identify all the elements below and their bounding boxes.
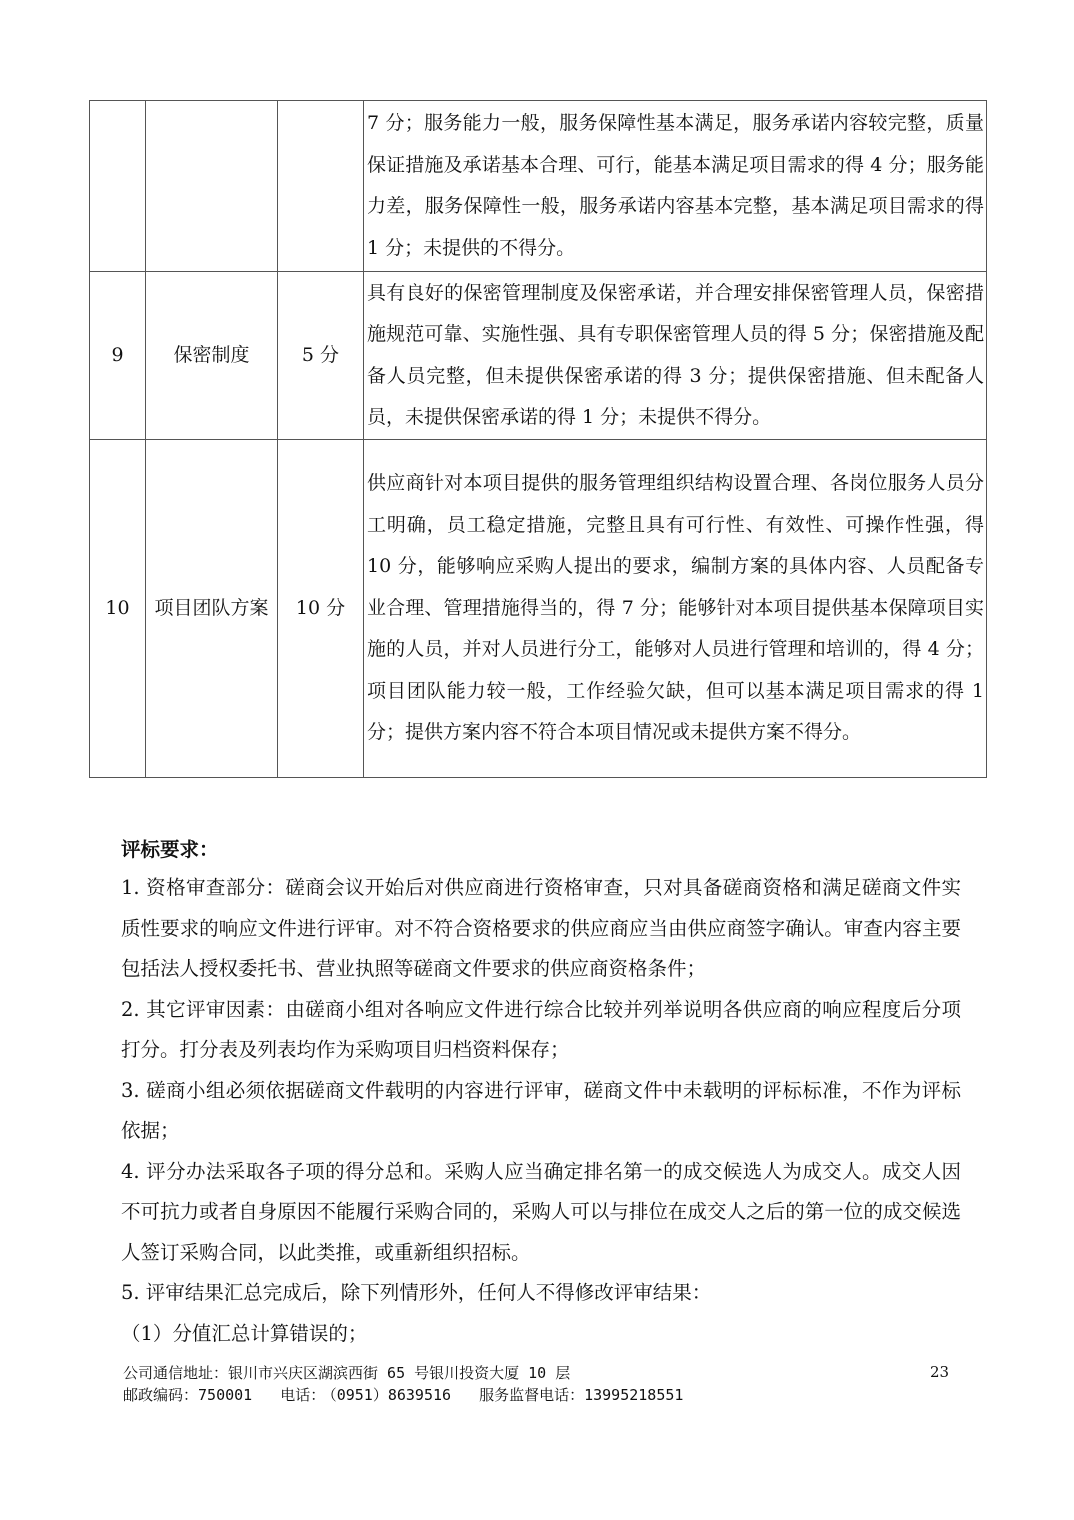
- page-footer: [123, 1362, 963, 1406]
- table-row: [90, 101, 987, 272]
- supervise-phone-value: 13995218551: [584, 1386, 684, 1404]
- requirement-item: 5. 评审结果汇总完成后，除下列情形外，任何人不得修改评审结果：: [121, 1281, 712, 1304]
- requirement-item: 2. 其它评审因素：由磋商小组对各响应文件进行综合比较并列举说明各供应商的响应程度后分项打分。打分表及列表均作为采购项目归档资料保存；: [121, 997, 961, 1061]
- footer-address: 公司通信地址：银川市兴庆区湖滨西街 65 号银川投资大厦 10 层: [123, 1364, 571, 1382]
- phone-label: 电话：: [280, 1386, 326, 1404]
- row-score-cell: [278, 101, 364, 272]
- scoring-table: [89, 100, 987, 778]
- requirement-item: （1）分值汇总计算错误的；: [121, 1321, 368, 1345]
- row-number-cell: [90, 101, 146, 272]
- evaluation-requirements: [121, 832, 961, 1354]
- supervise-phone-label: 服务监督电话：: [479, 1386, 585, 1404]
- requirement-item: 4. 评分办法采取各子项的得分总和。采购人应当确定排名第一的成交候选人为成交人。成交人因不可抗力或者自身原因不能履行采购合同的，采购人可以与排位在成交人之后的第一位的成交候选人签订采购合同，以此类推，或重新组织招标。: [121, 1159, 961, 1264]
- row-number-cell: 9: [90, 272, 146, 440]
- phone-value: （0951）8639516: [329, 1386, 452, 1404]
- requirements-heading: 评标要求：: [121, 838, 219, 861]
- row-criteria-cell: [364, 272, 987, 440]
- criteria-text: 具有良好的保密管理制度及保密承诺，并合理安排保密管理人员，保密措施规范可靠、实施性强、具有专职保密管理人员的得 5 分；保密措施及配备人员完整，但未提供保密承诺的得 3 分；提供保密措施、但未配备人员，未提供保密承诺的得 1 分；未提供不得分。: [367, 281, 984, 428]
- table-row: [90, 272, 987, 440]
- row-criteria-cell: [364, 101, 987, 272]
- postcode-label: 邮政编码：: [123, 1386, 199, 1404]
- postcode-value: 750001: [198, 1386, 253, 1404]
- requirement-item: 3. 磋商小组必须依据磋商文件载明的内容进行评审，磋商文件中未载明的评标标准，不作为评标依据；: [121, 1078, 961, 1142]
- row-score-cell: 10 分: [278, 440, 364, 778]
- row-item-name-cell: 保密制度: [146, 272, 278, 440]
- page-number: 23: [930, 1363, 950, 1381]
- criteria-text: 7 分；服务能力一般，服务保障性基本满足，服务承诺内容较完整，质量保证措施及承诺基本合理、可行，能基本满足项目需求的得 4 分；服务能力差，服务保障性一般，服务承诺内容基本完整，基本满足项目需求的得 1 分；未提供的不得分。: [367, 112, 984, 259]
- row-score-cell: 5 分: [278, 272, 364, 440]
- footer-contact-line: [123, 1384, 963, 1406]
- criteria-text: 供应商针对本项目提供的服务管理组织结构设置合理、各岗位服务人员分工明确，员工稳定措施，完整且具有可行性、有效性、可操作性强，得 10 分，能够响应采购人提出的要求，编制方案的具体内容、人员配备专业合理、管理措施得当的，得 7 分；能够针对本项目提供基本保障项目实施的人员，并对人员进行分工，能够对人员进行管理和培训的，得 4 分；项目团队能力较一般，工作经验欠缺，但可以基本满足项目需求的得 1 分；提供方案内容不符合本项目情况或未提供方案不得分。: [367, 472, 984, 744]
- row-number-cell: 10: [90, 440, 146, 778]
- row-item-name-cell: [146, 101, 278, 272]
- table-row: [90, 440, 987, 778]
- row-criteria-cell: [364, 440, 987, 778]
- row-item-name-cell: 项目团队方案: [146, 440, 278, 778]
- requirement-item: 1. 资格审查部分：磋商会议开始后对供应商进行资格审查，只对具备磋商资格和满足磋商文件实质性要求的响应文件进行评审。对不符合资格要求的供应商应当由供应商签字确认。审查内容主要包括法人授权委托书、营业执照等磋商文件要求的供应商资格条件；: [121, 876, 961, 980]
- requirements-list: [121, 868, 961, 1354]
